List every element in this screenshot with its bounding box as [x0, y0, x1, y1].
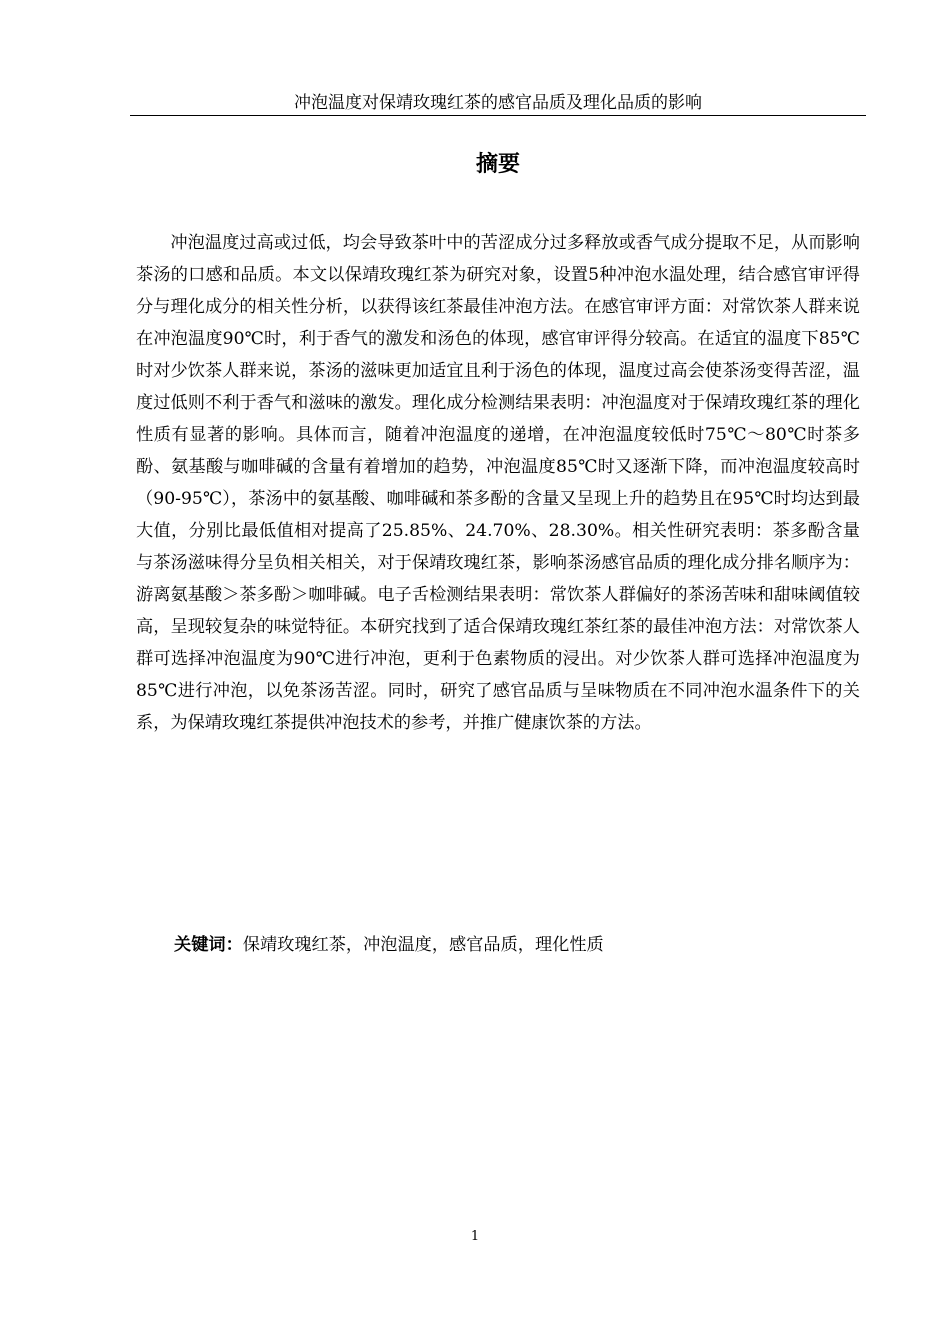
abstract-title: 摘要	[475, 152, 520, 177]
keywords-text: 保靖玫瑰红茶，冲泡温度，感官品质，理化性质	[242, 935, 604, 955]
abstract-body: 冲泡温度过高或过低，均会导致茶叶中的苦涩成分过多释放或香气成分提取不足，从而影响茶汤的口感和品质。本文以保靖玫瑰红茶为研究对象，设置5种冲泡水温处理，结合感官审评得分与理化成分的相关性分析，以获得该红茶最佳冲泡方法。在感官审评方面：对常饮茶人群来说在冲泡温度90℃时，利于香气的激发和汤色的体现，感官审评得分较高。在适宜的温度下85℃时对少饮茶人群来说，茶汤的滋味更加适宜且利于汤色的体现，温度过高会使茶汤变得苦涩，温度过低则不利于香气和滋味的激发。理化成分检测结果表明：冲泡温度对于保靖玫瑰红茶的理化性质有显著的影响。具体而言，随着冲泡温度的递增，在冲泡温度较低时75℃～80℃时茶多酚、氨基酸与咖啡碱的含量有着增加的趋势，冲泡温度85℃时又逐渐下降，而冲泡温度较高时（90-95℃），茶汤中的氨基酸、咖啡碱和茶多酚的含量又呈现上升的趋势且在95℃时均达到最大值，分别比最低值相对提高了25.85%、24.70%、28.30%。相关性研究表明：茶多酚含量与茶汤滋味得分呈负相关相关，对于保靖玫瑰红茶，影响茶汤感官品质的理化成分排名顺序为：游离氨基酸＞茶多酚＞咖啡碱。电子舌检测结果表明：常饮茶人群偏好的茶汤苦味和甜味阈值较高，呈现较复杂的味觉特征。本研究找到了适合保靖玫瑰红茶红茶的最佳冲泡方法：对常饮茶人群可选择冲泡温度为90℃进行冲泡，更利于色素物质的浸出。对少饮茶人群可选择冲泡温度为85℃进行冲泡，以免茶汤苦涩。同时，研究了感官品质与呈味物质在不同冲泡水温条件下的关系，为保靖玫瑰红茶提供冲泡技术的参考，并推广健康饮茶的方法。	[136, 233, 860, 733]
running-header-title: 冲泡温度对保靖玫瑰红茶的感官品质及理化品质的影响	[294, 93, 702, 113]
keywords-line	[174, 929, 860, 961]
keywords-label: 关键词：	[174, 935, 243, 955]
header-rule	[130, 115, 866, 116]
page-number: 1	[470, 1229, 480, 1244]
